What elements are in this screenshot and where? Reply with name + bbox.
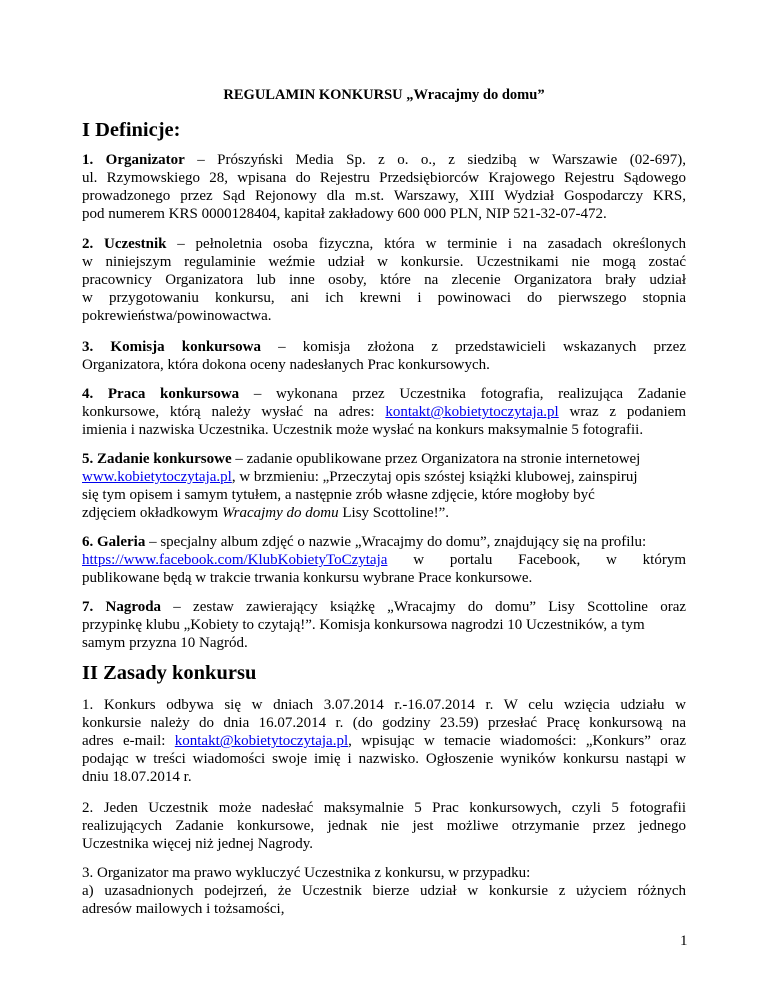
definition-text: samym przyzna 10 Nagród.: [82, 635, 248, 651]
definition-text: publikowane będą w trakcie trwania konkursu wybrane Prace konkursowe.: [82, 570, 533, 586]
definition-contest-task: [82, 450, 686, 522]
facebook-link[interactable]: https://www.facebook.com/KlubKobietyToCzytaja: [82, 552, 388, 568]
definition-participant: [82, 235, 686, 325]
definition-text: imienia i nazwiska Uczestnika. Uczestnik może wysłać na konkurs maksymalnie 5 fotografii.: [82, 422, 644, 438]
definition-text: Lisy Scottoline!”.: [338, 505, 450, 521]
definition-committee: [82, 338, 686, 374]
definition-text: Organizatora, która dokona oceny nadesłanych Prac konkursowych.: [82, 357, 490, 373]
definition-text: prowadzonego przez Sąd Rejonowy dla m.st. Warszawy, XIII Wydział Gospodarczy KRS,: [82, 188, 686, 204]
document-title: REGULAMIN KONKURSU „Wracajmy do domu”: [223, 87, 545, 103]
rule-2: [82, 799, 686, 853]
definition-text: w portalu Facebook, w którym: [387, 552, 686, 568]
definition-text: w niniejszym regulaminie weźmie udział w konkursie. Uczestnikami nie mogą zostać: [82, 254, 686, 270]
page-number: 1: [680, 933, 688, 949]
definition-text: pod numerem KRS 0000128404, kapitał zakładowy 600 000 PLN, NIP 521-32-07-472.: [82, 206, 607, 222]
rule-text: a) uzasadnionych podejrzeń, że Uczestnik bierze udział w konkursie z użyciem różnych: [82, 883, 686, 899]
definition-text: wraz z podaniem: [558, 404, 686, 420]
email-link[interactable]: kontakt@kobietytoczytaja.pl: [174, 733, 349, 749]
rule-3: [82, 864, 686, 918]
email-link[interactable]: kontakt@kobietytoczytaja.pl: [385, 404, 559, 420]
definition-text: , w brzmieniu: „Przeczytaj opis szóstej książki klubowej, zainspiruj: [231, 469, 638, 485]
rule-text: adresów mailowych i tożsamości,: [82, 901, 285, 917]
rule-text: 2. Jeden Uczestnik może nadesłać maksymalnie 5 Prac konkursowych, czyli 5 fotografii: [82, 800, 686, 816]
section-heading-definitions: I Definicje:: [82, 119, 181, 141]
definition-text: w przygotowaniu konkursu, ani ich krewni i powinowaci do pierwszego stopnia: [82, 290, 686, 306]
rule-text: dniu 18.07.2014 r.: [82, 769, 192, 785]
rule-text: 1. Konkurs odbywa się w dniach 3.07.2014 r.-16.07.2014 r. W celu wzięcia udziału w: [82, 697, 686, 713]
definition-gallery: [82, 533, 686, 587]
rule-text: realizujących Zadanie konkursowe, jednak nie jest możliwe otrzymanie przez jednego: [82, 818, 686, 834]
definition-label: 7. Nagroda: [82, 599, 162, 615]
definition-text: – pełnoletnia osoba fizyczna, która w terminie i na zasadach określonych: [166, 236, 686, 252]
definition-text: konkursowe, którą należy wysłać na adres:: [82, 404, 386, 420]
rule-1: [82, 696, 686, 786]
definition-label: 1. Organizator: [82, 152, 185, 168]
definition-text: zdjęciem okładkowym: [82, 505, 222, 521]
definition-text: – komisja złożona z przedstawicieli wskazanych przez: [260, 339, 687, 355]
definition-text: przypinkę klubu „Kobiety to czytają!”. Komisja konkursowa nagrodzi 10 Uczestników, a tym: [82, 617, 645, 633]
definition-text: pracownicy Organizatora lub inne osoby, które na zlecenie Organizatora brały udział: [82, 272, 686, 288]
definition-organizer: [82, 151, 686, 223]
book-title: Wracajmy do domu: [221, 505, 339, 521]
rule-text: konkursie należy do dnia 16.07.2014 r. (do godziny 23.59) przesłać Pracę konkursową na: [82, 715, 686, 731]
definition-label: 3. Komisja konkursowa: [82, 339, 261, 355]
definition-text: – specjalny album zdjęć o nazwie „Wracajmy do domu”, znajdujący się na profilu:: [145, 534, 647, 550]
definition-prize: [82, 598, 686, 652]
definition-label: 5. Zadanie konkursowe: [82, 451, 232, 467]
section-heading-rules: II Zasady konkursu: [82, 662, 257, 684]
definition-text: się tym opisem i samym tytułem, a następnie zrób własne zdjęcie, które mogłoby być: [82, 487, 595, 503]
definition-text: ul. Rzymowskiego 28, wpisana do Rejestru Przedsiębiorców Krajowego Rejestru Sądowego: [82, 170, 686, 186]
website-link[interactable]: www.kobietytoczytaja.pl: [82, 469, 232, 485]
definition-label: 2. Uczestnik: [82, 236, 167, 252]
rule-text: , wpisując w temacie wiadomości: „Konkurs” oraz: [348, 733, 686, 749]
definition-label: 4. Praca konkursowa: [82, 386, 240, 402]
definition-label: 6. Galeria: [82, 534, 146, 550]
definition-text: – wykonana przez Uczestnika fotografia, realizująca Zadanie: [239, 386, 686, 402]
definition-text: – zadanie opublikowane przez Organizatora na stronie internetowej: [231, 451, 641, 467]
rule-text: Uczestnika więcej niż jednej Nagrody.: [82, 836, 314, 852]
definition-contest-entry: [82, 385, 686, 439]
rule-text: 3. Organizator ma prawo wykluczyć Uczestnika z konkursu, w przypadku:: [82, 865, 531, 881]
definition-text: – Prószyński Media Sp. z o. o., z siedzibą w Warszawie (02-697),: [184, 152, 686, 168]
definition-text: – zestaw zawierający książkę „Wracajmy do domu” Lisy Scottoline oraz: [161, 599, 687, 615]
rule-text: podając w treści wiadomości swoje imię i nazwisko. Ogłoszenie wyników konkursu nastąpi w: [82, 751, 686, 767]
definition-text: pokrewieństwa/powinowactwa.: [82, 308, 272, 324]
rule-text: adres e-mail:: [82, 733, 175, 749]
